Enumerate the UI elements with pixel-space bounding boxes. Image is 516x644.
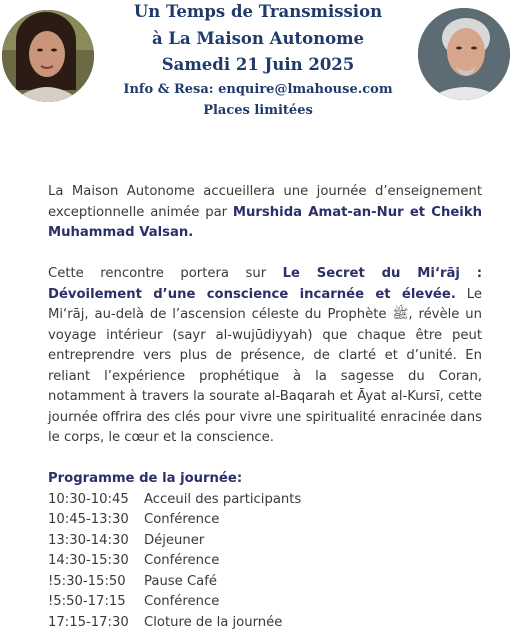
programme-title: Programme de la journée: <box>48 471 243 486</box>
intro-text: La Maison Autonome accueillera une journée d’enseignement exceptionnelle animée par <box>48 184 482 220</box>
event-date: Samedi 21 Juin 2025 <box>161 55 355 74</box>
programme-time: 10:30-10:45 <box>48 491 129 507</box>
programme-item <box>48 490 482 511</box>
programme-time: 10:45-13:30 <box>48 512 129 527</box>
topic-text-start: Cette rencontre portera sur <box>48 266 283 281</box>
title-line-2: à La Maison Autonome <box>151 29 365 48</box>
topic-title: Le Secret du Mi‘rāj : Dévoilement d’une conscience incarnée et élevée. <box>48 266 482 302</box>
programme-time: !5:30-15:50 <box>48 573 126 589</box>
programme-label: Conférence <box>144 512 220 527</box>
programme-item <box>48 531 482 552</box>
programme-list <box>48 490 482 634</box>
places-limited: Places limitées <box>203 103 313 118</box>
event-description <box>48 182 482 633</box>
programme-label: Pause Café <box>144 573 218 589</box>
programme-label: Cloture de la journée <box>144 614 283 630</box>
speakers-names: Murshida Amat-an-Nur et Cheikh Muhammad Valsan. <box>48 204 482 240</box>
info-contact: Info & Resa: enquire@lmahouse.com <box>123 82 393 97</box>
topic-text-end: Le Mi‘rāj, au-delà de l’ascension céleste du Prophète ﷺ, révèle un voyage intérieur (sayr al-wujūdiyyah) que chaque être peut entreprendre vers plus de présence, de clarté et d’unité. En reliant l’expérience prophétique à la sagesse du Coran, notamment à travers la sourate al-Baqarah et Āyat al-Kursī, cette journée offrira des clés pour vivre une spiritualité enracinée dans le corps, le cœur et la conscience. <box>48 286 483 445</box>
speaker-photo-man <box>418 8 510 100</box>
topic-paragraph <box>48 264 482 449</box>
programme-label: Conférence <box>144 594 220 609</box>
header <box>0 0 516 130</box>
programme-label: Acceuil des participants <box>144 491 302 507</box>
programme-time: !5:50-17:15 <box>48 594 126 609</box>
intro-paragraph <box>48 182 482 244</box>
programme-item <box>48 551 482 572</box>
programme-item <box>48 510 482 531</box>
programme-time: 14:30-15:30 <box>48 553 129 568</box>
programme-label: Conférence <box>144 553 220 568</box>
programme-time: 13:30-14:30 <box>48 532 129 548</box>
programme-item <box>48 613 482 634</box>
programme-item <box>48 572 482 593</box>
programme-item <box>48 592 482 613</box>
title-line-1: Un Temps de Transmission <box>133 2 383 21</box>
programme-label: Déjeuner <box>144 532 205 548</box>
programme-time: 17:15-17:30 <box>48 614 129 630</box>
